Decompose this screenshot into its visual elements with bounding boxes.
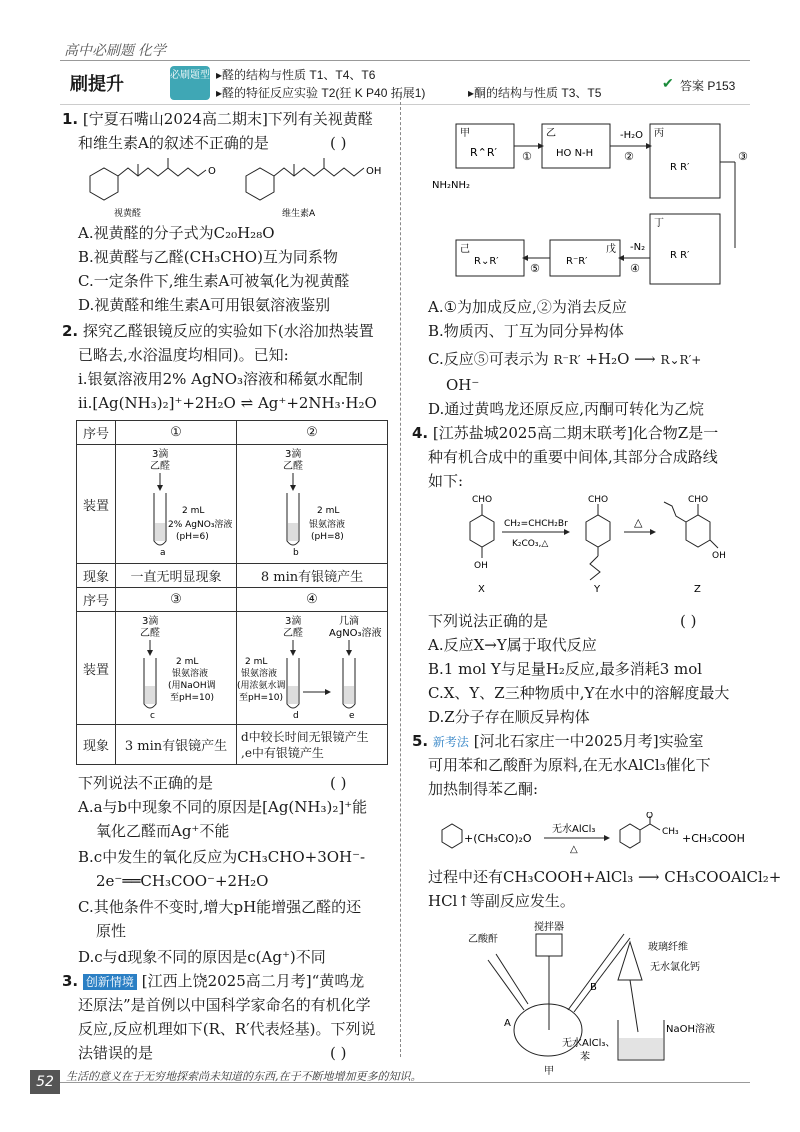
q1-label-vita: 维生素A xyxy=(282,209,316,219)
scheme-step3: ③ xyxy=(738,150,748,163)
scheme-ding-mol: R R′ xyxy=(670,250,690,261)
check-icon: ✔ xyxy=(662,76,674,92)
table-col-4: ④ xyxy=(237,588,388,612)
q1-oh: OH xyxy=(366,166,382,177)
scheme-ji-mol: R⌄R′ xyxy=(474,256,499,267)
q1-aldehyde-o: O xyxy=(208,166,216,177)
a-liq1: 2 mL xyxy=(182,506,205,516)
q4-option-b: B.1 mol Y与足量H₂反应,最多消耗3 mol xyxy=(428,660,703,678)
table-header-phen-1: 现象 xyxy=(77,564,116,588)
c-liq2: 银氨溶液 xyxy=(172,669,209,679)
q4-stem-line2: 种有机合成中的重要中间体,其部分合成路线 xyxy=(428,448,718,466)
q2-option-a2: 氧化乙醛而Ag⁺不能 xyxy=(96,822,230,840)
z-oh: OH xyxy=(712,551,726,561)
table-col-1: ① xyxy=(116,421,237,445)
section-title: 刷提升 xyxy=(70,74,124,94)
q1-option-c: C.一定条件下,维生素A可被氧化为视黄醛 xyxy=(78,272,350,290)
q2-answer-paren: ( ) xyxy=(330,774,347,792)
q4-answer-paren: ( ) xyxy=(680,612,697,630)
scheme-step5: ⑤ xyxy=(530,262,540,275)
q3-stem-line2: 还原法”是首例以中国科学家命名的有机化学 xyxy=(78,996,371,1014)
scheme-minus-h2o: -H₂O xyxy=(620,130,644,141)
header-rule xyxy=(60,60,750,61)
b-liq3: (pH=8) xyxy=(311,532,344,542)
column-divider xyxy=(400,92,401,1057)
q5-reaction-equation xyxy=(436,812,766,858)
label-y: Y xyxy=(594,584,601,595)
q3-stem-line3: 反应,反应机理如下(R、R′代表烃基)。下列说 xyxy=(78,1020,376,1038)
d-liq4: 至pH=10) xyxy=(239,693,283,703)
a-liq2: 2% AgNO₃溶液 xyxy=(168,520,233,530)
q2-option-c1: C.其他条件不变时,增大pH能增强乙醛的还 xyxy=(78,898,362,916)
tube-b-label: b xyxy=(293,548,299,558)
q2-option-d: D.c与d现象不同的原因是c(Ag⁺)不同 xyxy=(78,948,326,966)
q2-experiment-table xyxy=(76,420,388,765)
scheme-bing: 丙 xyxy=(654,128,664,139)
q2-known-2: ⅱ.[Ag(NH₃)₂]⁺+2H₂O ⇌ Ag⁺+2NH₃·H₂O xyxy=(78,394,377,412)
c-liq3: (用NaOH调 xyxy=(168,681,216,691)
q3-tag: 创新情境 xyxy=(83,974,137,990)
q1-answer-paren: ( ) xyxy=(330,134,347,152)
q2-stem-line2: 已略去,水浴温度均相同)。已知: xyxy=(78,346,289,364)
q1-option-a: A.视黄醛的分子式为C₂₀H₂₈O xyxy=(78,224,275,242)
x-oh: OH xyxy=(474,561,488,571)
q1-label-retinal: 视黄醛 xyxy=(114,209,142,219)
q2-option-a1: A.a与b中现象不同的原因是[Ag(NH₃)₂]⁺能 xyxy=(78,798,368,816)
tube-a-label: a xyxy=(160,548,166,558)
apparatus-de xyxy=(237,612,388,725)
scheme-jia: 甲 xyxy=(460,128,470,139)
app-label-b: B xyxy=(590,982,597,993)
q5-side-line1: 过程中还有CH₃COOH+AlCl₃ ⟶ CH₃COOAlCl₂+ xyxy=(428,868,782,886)
page-number-badge: 52 xyxy=(30,1070,60,1094)
tube-c-label: c xyxy=(150,711,155,720)
app-stirrer: 搅拌器 xyxy=(534,922,564,933)
apparatus-b xyxy=(237,445,388,564)
app-label-a: A xyxy=(504,1018,511,1029)
book-title: 高中必刷题 化学 xyxy=(64,42,166,58)
tube-e-label: e xyxy=(349,711,355,720)
scheme-hydrazine: NH₂NH₂ xyxy=(432,180,471,191)
label-z: Z xyxy=(694,584,701,595)
d-drop-label: 3滴 xyxy=(285,616,302,627)
q3-option-b: B.物质丙、丁互为同分异构体 xyxy=(428,322,624,340)
d-liq2: 银氨溶液 xyxy=(241,669,278,679)
y-cho: CHO xyxy=(588,495,609,505)
c-liq4: 至pH=10) xyxy=(170,693,214,703)
scheme-bing-mol: R R′ xyxy=(670,162,690,173)
q2-option-b1: B.c中发生的氧化反应为CH₃CHO+3OH⁻- xyxy=(78,848,366,866)
scheme-step4: ④ xyxy=(630,262,640,275)
topic-line-3: ▸酮的结构与性质 T3、T5 xyxy=(468,86,602,100)
scheme-wu: 戊 xyxy=(606,244,616,255)
q3-c-product: R⌄R′+ xyxy=(660,353,702,367)
app-caption: 甲 xyxy=(544,1066,554,1076)
q3-option-a: A.①为加成反应,②为消去反应 xyxy=(428,298,627,316)
eq-catalyst: 无水AlCl₃ xyxy=(552,824,596,835)
q3-mechanism-scheme xyxy=(430,108,760,294)
c-acet-label: 乙醛 xyxy=(140,628,160,639)
table-header-no-2: 序号 xyxy=(77,588,116,612)
q4-reagent-1: CH₂=CHCH₂Br xyxy=(504,519,568,529)
phen-1: 一直无明显现象 xyxy=(116,564,237,588)
q4-option-d: D.Z分子存在顺反异构体 xyxy=(428,708,590,726)
d-acet-label: 乙醛 xyxy=(283,628,303,639)
q4-ask: 下列说法正确的是 xyxy=(428,612,549,630)
a-drop-label: 3滴 xyxy=(152,449,169,460)
b-acet-label: 乙醛 xyxy=(283,461,303,472)
b-drop-label: 3滴 xyxy=(285,449,302,460)
app-glass-fiber: 玻璃纤维 xyxy=(648,942,688,953)
q1-stem-line2: 和维生素A的叙述不正确的是 xyxy=(78,134,269,152)
d-liq3: (用浓氨水调 xyxy=(237,681,286,691)
phen-2: 8 min有银镜产生 xyxy=(237,564,388,588)
q2-ask: 下列说法不正确的是 xyxy=(78,774,214,792)
b-liq1: 2 mL xyxy=(317,506,340,516)
footer-motto: 生活的意义在于无穷地探索尚未知道的东西,在于不断地增加更多的知识。 xyxy=(66,1070,422,1083)
q5-stem-line3: 加热制得苯乙酮: xyxy=(428,780,539,798)
q2-known-1: ⅰ.银氨溶液用2% AgNO₃溶液和稀氨水配制 xyxy=(78,370,364,388)
q1-option-b: B.视黄醛与乙醛(CH₃CHO)互为同系物 xyxy=(78,248,338,266)
q4-stem-line1: 4. [江苏盐城2025高二期末联考]化合物Z是一 xyxy=(412,424,719,442)
apparatus-a xyxy=(116,445,237,564)
q4-option-c: C.X、Y、Z三种物质中,Y在水中的溶解度最大 xyxy=(428,684,730,702)
scheme-minus-n2: -N₂ xyxy=(630,242,646,253)
q3-answer-paren: ( ) xyxy=(330,1044,347,1062)
eq-heat: △ xyxy=(570,844,578,855)
q5-tag: 新考法 xyxy=(432,735,469,749)
app-cacl2: 无水氯化钙 xyxy=(650,962,700,973)
table-col-2: ② xyxy=(237,421,388,445)
tube-d-label: d xyxy=(293,711,299,720)
phen-4: d中较长时间无银镜产生 ,e中有银镜产生 xyxy=(237,725,388,765)
q5-side-line2: HCl↑等副反应发生。 xyxy=(428,892,575,910)
q4-option-a: A.反应X→Y属于取代反应 xyxy=(428,636,597,654)
scheme-ji: 己 xyxy=(460,244,470,255)
table-header-apparatus: 装置 xyxy=(77,445,116,564)
topic-line-2: ▸醛的特征反应实验 T2(狂 K P40 拓展1) xyxy=(216,86,426,100)
table-header-apparatus-2: 装置 xyxy=(77,612,116,725)
scheme-jia-mol: R⌃R′ xyxy=(470,146,498,159)
q5-stem-line1: 5. 新考法 [河北石家庄一中2025月考]实验室 xyxy=(412,732,704,750)
a-liq3: (pH=6) xyxy=(176,532,209,542)
scheme-yi: 乙 xyxy=(546,128,556,139)
q3-stem-line1: 3. 创新情境 [江西上饶2025高二月考]“黄鸣龙 xyxy=(62,972,365,990)
scheme-step2: ② xyxy=(624,150,634,163)
x-cho: CHO xyxy=(472,495,493,505)
q4-reagent-2: K₂CO₃,△ xyxy=(512,539,549,549)
app-naoh: NaOH溶液 xyxy=(666,1024,715,1035)
scheme-yi-mol: HO N-H xyxy=(556,148,594,159)
topic-line-1: ▸醛的结构与性质 T1、T4、T6 xyxy=(216,68,376,82)
topic-tag-badge: 必刷题型 xyxy=(170,66,210,100)
q4-synthesis-route xyxy=(440,492,740,602)
app-benzene: 苯 xyxy=(580,1052,590,1063)
e-agno3-label: AgNO₃溶液 xyxy=(329,628,382,639)
app-anhydride: 乙酸酐 xyxy=(468,934,498,945)
q2-option-b2: 2e⁻══CH₃COO⁻+2H₂O xyxy=(96,872,269,890)
header-bottom-rule xyxy=(60,104,750,105)
phen-3: 3 min有银镜产生 xyxy=(116,725,237,765)
scheme-wu-mol: R⁻R′ xyxy=(566,256,588,267)
e-few-label: 几滴 xyxy=(339,616,359,627)
z-cho: CHO xyxy=(688,495,709,505)
label-x: X xyxy=(478,584,485,595)
b-liq2: 银氨溶液 xyxy=(309,520,346,530)
eq-carbonyl-o: O xyxy=(646,812,654,821)
eq-ch3: CH₃ xyxy=(662,827,679,837)
c-drop-label: 3滴 xyxy=(142,616,159,627)
app-alcl3: 无水AlCl₃、 xyxy=(562,1038,616,1049)
eq-product: +CH₃COOH xyxy=(682,832,745,845)
a-acet-label: 乙醛 xyxy=(150,461,170,472)
q1-stem-line1: 1. [宁夏石嘴山2024高二期末]下列有关视黄醛 xyxy=(62,110,373,128)
scheme-ding: 丁 xyxy=(654,218,664,229)
q4-stem-line3: 如下: xyxy=(428,472,464,490)
q3-option-c: C.反应⑤可表示为 R⁻R′ +H₂O ⟶ R⌄R′+ xyxy=(428,350,702,368)
q3-option-d: D.通过黄鸣龙还原反应,丙酮可转化为乙烷 xyxy=(428,400,705,418)
table-col-3: ③ xyxy=(116,588,237,612)
apparatus-c xyxy=(116,612,237,725)
q3-option-c-oh: OH⁻ xyxy=(446,376,480,394)
q5-stem-line2: 可用苯和乙酸酐为原料,在无水AlCl₃催化下 xyxy=(428,756,711,774)
c-liq1: 2 mL xyxy=(176,657,199,667)
table-header-no: 序号 xyxy=(77,421,116,445)
answer-ref: 答案 P153 xyxy=(680,79,736,93)
q2-stem-line1: 2. 探究乙醛银镜反应的实验如下(水浴加热装置 xyxy=(62,322,374,340)
q3-stem-line4: 法错误的是 xyxy=(78,1044,154,1062)
eq-reactant: +(CH₃CO)₂O xyxy=(464,832,532,845)
q5-apparatus xyxy=(468,920,738,1076)
q3-c-carbanion: R⁻R′ xyxy=(553,353,581,367)
scheme-step1: ① xyxy=(522,150,532,163)
table-header-phen-2: 现象 xyxy=(77,725,116,765)
q1-option-d: D.视黄醛和维生素A可用银氨溶液鉴别 xyxy=(78,296,331,314)
q4-heat: △ xyxy=(634,516,643,529)
q2-option-c2: 原性 xyxy=(96,922,127,940)
q1-structures xyxy=(76,154,396,220)
d-liq1: 2 mL xyxy=(245,657,268,667)
